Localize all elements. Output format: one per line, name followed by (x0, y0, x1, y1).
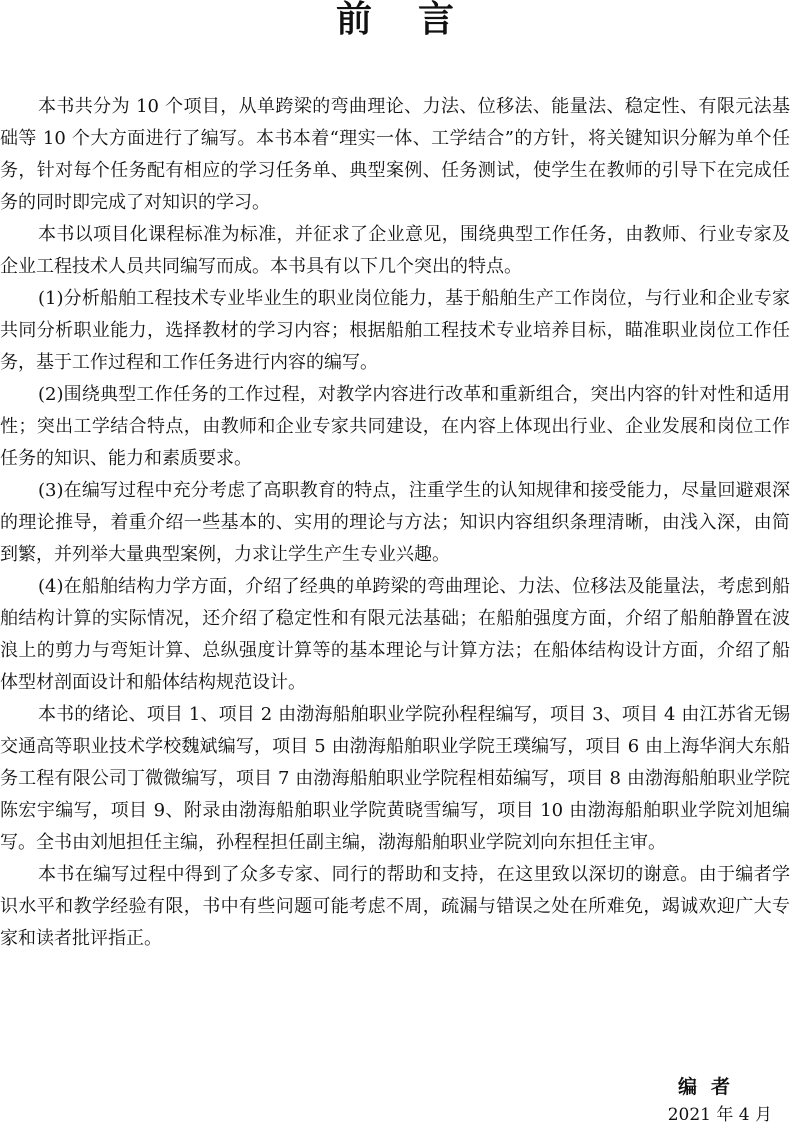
page-title: 前言 (335, 0, 500, 40)
paragraph-4: (2)围绕典型工作任务的工作过程，对教学内容进行改革和重新组合，突出内容的针对性和适用性；突出工学结合特点，由教师和企业专家共同建设，在内容上体现出行业、企业发展和岗位工作任务的知识、能力和素质要求。 (0, 384, 790, 469)
paragraph-3: (1)分析船舶工程技术专业毕业生的职业岗位能力，基于船舶生产工作岗位，与行业和企业专家共同分析职业能力，选择教材的学习内容；根据船舶工程技术专业培养目标，瞄准职业岗位工作任务，基于工作过程和工作任务进行内容的编写。 (0, 288, 790, 373)
author-signature: 编者 (677, 1076, 744, 1098)
paragraph-8: 本书在编写过程中得到了众多专家、同行的帮助和支持，在这里致以深切的谢意。由于编者学识水平和教学经验有限，书中有些问题可能考虑不周，疏漏与错误之处在所难免，竭诚欢迎广大专家和读者批评指正。 (0, 864, 790, 949)
paragraph-6: (4)在船舶结构力学方面，介绍了经典的单跨梁的弯曲理论、力法、位移法及能量法，考虑到船舶结构计算的实际情况，还介绍了稳定性和有限元法基础；在船舶强度方面，介绍了船舶静置在波浪上的剪力与弯矩计算、总纵强度计算等的基本理论与计算方法；在船体结构设计方面，介绍了船体型材剖面设计和船体结构规范设计。 (0, 576, 790, 693)
preface-body (0, 91, 790, 955)
paragraph-2: 本书以项目化课程标准为标准，并征求了企业意见，围绕典型工作任务，由教师、行业专家及企业工程技术人员共同编写而成。本书具有以下几个突出的特点。 (0, 224, 790, 277)
paragraph-7: 本书的绪论、项目 1、项目 2 由渤海船舶职业学院孙程程编写，项目 3、项目 4 由江苏省无锡交通高等职业技术学校魏斌编写，项目 5 由渤海船舶职业学院王璞编写，项目 6 由上海华润大东船务工程有限公司丁微微编写，项目 7 由渤海船舶职业学院程相茹编写，项目 8 由渤海船舶职业学院陈宏宇编写，项目 9、附录由渤海船舶职业学院黄晓雪编写，项目 10 由渤海船舶职业学院刘旭编写。全书由刘旭担任主编，孙程程担任副主编，渤海船舶职业学院刘向东担任主审。 (0, 704, 790, 853)
paragraph-1: 本书共分为 10 个项目，从单跨梁的弯曲理论、力法、位移法、能量法、稳定性、有限元法基础等 10 个大方面进行了编写。本书本着“理实一体、工学结合”的方针，将关键知识分解为单个任务，针对每个任务配有相应的学习任务单、典型案例、任务测试，使学生在教师的引导下在完成任务的同时即完成了对知识的学习。 (0, 96, 790, 213)
date-line: 2021 年 4 月 (667, 1105, 772, 1125)
paragraph-5: (3)在编写过程中充分考虑了高职教育的特点，注重学生的认知规律和接受能力，尽量回避艰深的理论推导，着重介绍一些基本的、实用的理论与方法；知识内容组织条理清晰，由浅入深，由简到繁，并列举大量典型案例，力求让学生产生专业兴趣。 (0, 480, 790, 565)
